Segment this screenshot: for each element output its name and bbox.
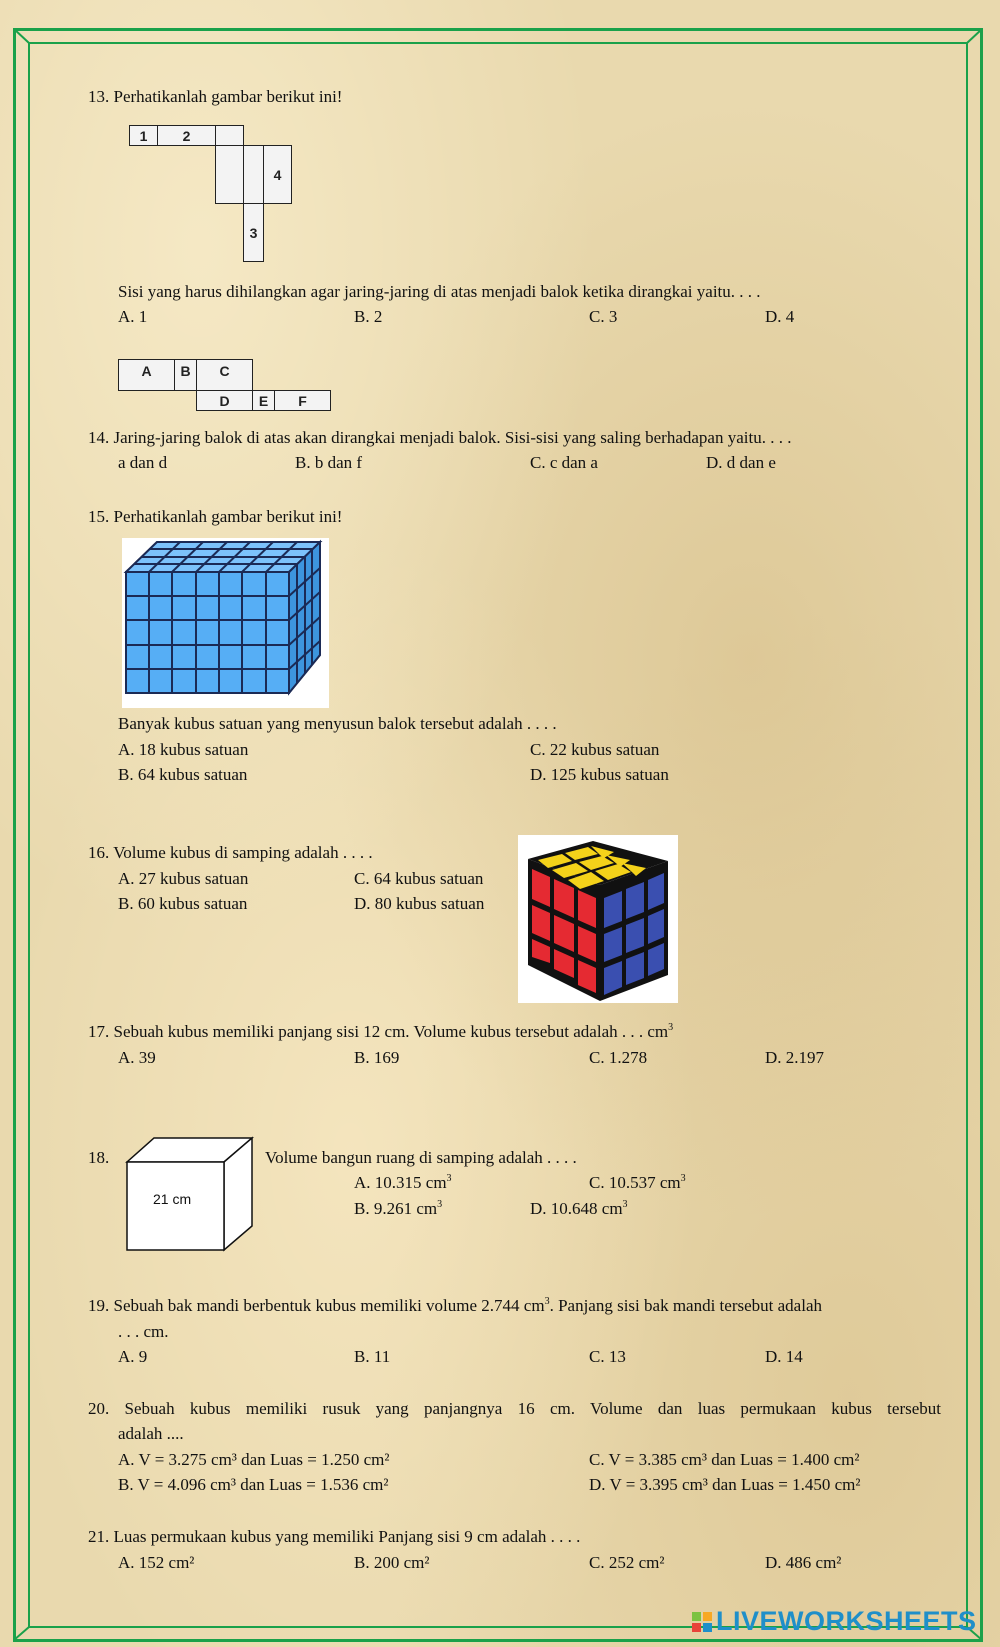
q20-option-b[interactable]: B. V = 4.096 cm³ dan Luas = 1.536 cm² [118, 1475, 389, 1494]
q19-option-d[interactable]: D. 14 [765, 1347, 803, 1366]
q13-net-face-4: 4 [263, 145, 292, 204]
q13-prompt: Sisi yang harus dihilangkan agar jaring-jaring di atas menjadi balok ketika dirangkai yaitu. . . . [118, 282, 761, 301]
q19-option-a[interactable]: A. 9 [118, 1347, 148, 1366]
q16-option-a[interactable]: A. 27 kubus satuan [118, 869, 249, 888]
q15-cuboid-image [122, 538, 329, 708]
q18-option-d-sup: 3 [622, 1199, 628, 1210]
q19-option-b[interactable]: B. 11 [354, 1347, 391, 1366]
liveworksheets-logo-icon [692, 1612, 712, 1632]
q17-option-c[interactable]: C. 1.278 [589, 1048, 648, 1067]
q13-option-c[interactable]: C. 3 [589, 307, 618, 326]
q16-option-b[interactable]: B. 60 kubus satuan [118, 894, 248, 913]
q14-question: 14. Jaring-jaring balok di atas akan dirangkai menjadi balok. Sisi-sisi yang saling berhadapan yaitu. . . . [88, 428, 792, 447]
q20-option-d[interactable]: D. V = 3.395 cm³ dan Luas = 1.450 cm² [589, 1475, 861, 1494]
q18-option-b-sup: 3 [437, 1199, 443, 1210]
q20-question-line1: 20. Sebuah kubus memiliki rusuk yang panjangnya 16 cm. Volume dan luas permukaan kubus tersebut [88, 1399, 941, 1418]
liveworksheets-logo-text: LIVEWORKSHEETS [716, 1606, 977, 1636]
q14-net-face-d: D [196, 390, 253, 411]
q18-option-b-text: B. 9.261 cm [354, 1199, 438, 1218]
q18-option-c-text: C. 10.537 cm [589, 1173, 681, 1192]
q18-option-d[interactable] [530, 1196, 628, 1221]
q15-option-d[interactable]: D. 125 kubus satuan [530, 765, 669, 784]
q18-option-c[interactable] [589, 1170, 686, 1195]
q17-question-sup: 3 [668, 1022, 674, 1033]
q19-question-line2: . . . cm. [118, 1322, 169, 1341]
q13-net-face-3: 3 [243, 203, 264, 262]
q14-net-face-c: C [196, 359, 253, 391]
q20-option-a[interactable]: A. V = 3.275 cm³ dan Luas = 1.250 cm² [118, 1450, 390, 1469]
q21-option-c[interactable]: C. 252 cm² [589, 1553, 665, 1572]
q14-option-a[interactable]: a dan d [118, 453, 168, 472]
q14-option-c[interactable]: C. c dan a [530, 453, 598, 472]
q18-option-b[interactable] [354, 1196, 442, 1221]
q15-option-c[interactable]: C. 22 kubus satuan [530, 740, 660, 759]
q17-question [88, 1019, 673, 1044]
q18-option-a-sup: 3 [446, 1173, 452, 1184]
q13-net-face-b [215, 145, 244, 204]
q14-net-face-b: B [174, 359, 197, 391]
q18-option-a-text: A. 10.315 cm [354, 1173, 447, 1192]
q13-net-face-c [243, 145, 264, 204]
q21-option-b[interactable]: B. 200 cm² [354, 1553, 430, 1572]
q20-option-c[interactable]: C. V = 3.385 cm³ dan Luas = 1.400 cm² [589, 1450, 860, 1469]
q17-option-d[interactable]: D. 2.197 [765, 1048, 825, 1067]
q18-cube-label: 21 cm [153, 1191, 192, 1207]
q13-option-b[interactable]: B. 2 [354, 307, 383, 326]
q18-option-c-sup: 3 [680, 1173, 686, 1184]
q16-question: 16. Volume kubus di samping adalah . . . . [88, 843, 373, 862]
q16-rubiks-cube-image [518, 835, 678, 1003]
q15-prompt: Banyak kubus satuan yang menyusun balok tersebut adalah . . . . [118, 714, 557, 733]
q14-option-d[interactable]: D. d dan e [706, 453, 776, 472]
q17-option-b[interactable]: B. 169 [354, 1048, 400, 1067]
q13-net-face-2: 2 [157, 125, 216, 146]
q13-option-a[interactable]: A. 1 [118, 307, 148, 326]
q13-question: 13. Perhatikanlah gambar berikut ini! [88, 87, 343, 106]
q17-option-a[interactable]: A. 39 [118, 1048, 156, 1067]
q19-line1-sup: 3 [544, 1296, 550, 1307]
q14-option-b[interactable]: B. b dan f [295, 453, 363, 472]
q19-line1-a: 19. Sebuah bak mandi berbentuk kubus memiliki volume 2.744 cm [88, 1296, 545, 1315]
q19-option-c[interactable]: C. 13 [589, 1347, 626, 1366]
liveworksheets-logo[interactable] [692, 1606, 977, 1637]
q15-option-a[interactable]: A. 18 kubus satuan [118, 740, 249, 759]
q13-option-d[interactable]: D. 4 [765, 307, 795, 326]
q21-option-d[interactable]: D. 486 cm² [765, 1553, 842, 1572]
q14-net-face-e: E [252, 390, 275, 411]
q18-option-a[interactable] [354, 1170, 452, 1195]
q13-net-face-1: 1 [129, 125, 158, 146]
q18-number: 18. [88, 1148, 110, 1167]
q21-option-a[interactable]: A. 152 cm² [118, 1553, 195, 1572]
q15-question: 15. Perhatikanlah gambar berikut ini! [88, 507, 343, 526]
q19-question-line1 [88, 1293, 822, 1318]
q14-net-face-f: F [274, 390, 331, 411]
q14-net-face-a: A [118, 359, 175, 391]
q15-option-b[interactable]: B. 64 kubus satuan [118, 765, 248, 784]
q17-question-text: 17. Sebuah kubus memiliki panjang sisi 12 cm. Volume kubus tersebut adalah . . . cm [88, 1022, 669, 1041]
q16-option-d[interactable]: D. 80 kubus satuan [354, 894, 485, 913]
q20-question-line2: adalah .... [118, 1424, 184, 1443]
q21-question: 21. Luas permukaan kubus yang memiliki Panjang sisi 9 cm adalah . . . . [88, 1527, 581, 1546]
q19-line1-b: . Panjang sisi bak mandi tersebut adalah [549, 1296, 822, 1315]
q13-net-face-a [215, 125, 244, 146]
q18-option-d-text: D. 10.648 cm [530, 1199, 623, 1218]
q16-option-c[interactable]: C. 64 kubus satuan [354, 869, 484, 888]
q18-question: Volume bangun ruang di samping adalah . . . . [265, 1148, 577, 1167]
